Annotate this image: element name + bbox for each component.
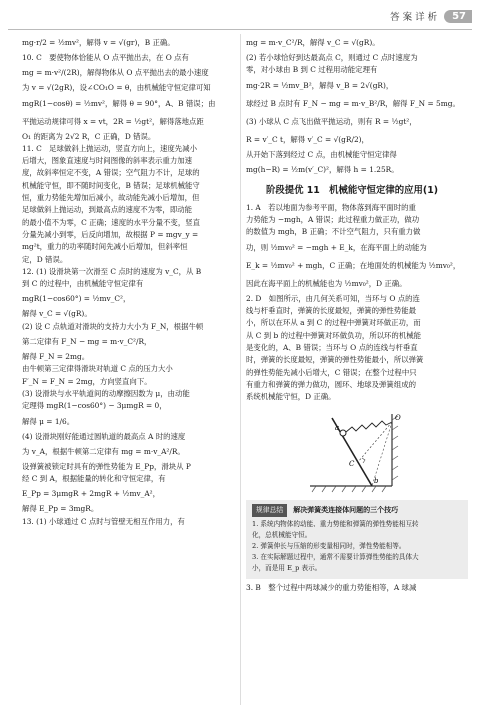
page-number: 57 (444, 10, 472, 23)
text-line: 的弹性势能先减小后增大，C 错误；在整个过程中只 (246, 367, 417, 377)
text-line: E_k = ½mv₀² + mgh，C 正确；在地面处的机械能为 ½mv₀²， (246, 260, 461, 270)
text-line: O₁ 的距离为 2√2 R，C 正确，D 错误。 (22, 131, 156, 141)
text-line: 11. C 足球做斜上抛运动，竖直方向上，速度先减小 (22, 143, 197, 153)
tips-badge: 规律总结 (252, 504, 287, 517)
text-line: 是变化的，A、B 错误；当环与 O 点的连线与杆垂直 (246, 342, 418, 352)
text-line: 解得 E_Pp = 3mgR。 (22, 504, 99, 514)
perpendicular-line (358, 422, 392, 462)
text-line: 解得 μ = 1/6。 (22, 416, 75, 426)
label-b: b (374, 477, 379, 486)
text-line: 定，D 错误。 (22, 254, 68, 264)
text-line: 定理得 mgR(1−cos60°) − 3μmgR = 0， (22, 401, 167, 411)
text-line: 分量先减小到零，后反向增加，故根据 P = mgv_y = (22, 229, 199, 239)
text-line: F′_N = F_N = 2mg，方向竖直向下。 (22, 376, 152, 386)
text-line: 小，所以在环从 a 到 C 的过程中弹簧对环做正功，而 (246, 318, 421, 328)
label-a: a (335, 424, 340, 433)
text-line: 12. (1) 设滑块第一次滑至 C 点时的速度为 v_C，从 B (22, 266, 202, 276)
text-line: 1. A 若以地面为参考平面，物体落到海平面时的重 (246, 202, 416, 212)
text-line: (2) 设 C 点轨道对滑块的支持力大小为 F_N，根据牛顿 (22, 321, 204, 331)
tips-line: 小，而是用 E_p 表示。 (252, 564, 322, 573)
text-line: mg(h−R) = ½m(v′_C)²，解得 h = 1.25R。 (246, 164, 399, 174)
ring (340, 430, 346, 436)
left-column (22, 34, 234, 707)
text-line: 的数值为 mgh，B 正确；不计空气阻力，只有重力做 (246, 227, 421, 237)
text-line: 10. C 要使物体恰能从 O 点平抛出去，在 O 点有 (22, 53, 189, 62)
tips-line: 3. 在实际解题过程中，通常不需要计算弹性势能的具体大 (252, 553, 419, 562)
text-line: 线与杆垂直时，弹簧的长度最短，弹簧的弹性势能最 (246, 306, 416, 316)
text-line: 解得 F_N = 2mg。 (22, 352, 90, 362)
text-line: 从 C 到 b 的过程中弹簧对环做负功，所以环的机械能 (246, 330, 421, 340)
tips-header (252, 504, 462, 517)
label-o: O (395, 414, 401, 423)
text-line: 平抛运动规律可得 x = vt，2R = ½gt²，解得落地点距 (22, 116, 204, 126)
text-line: 球经过 B 点时有 F_N − mg = m·v_B²/R，解得 F_N = 5mg。 (246, 98, 460, 108)
tips-title: 解决弹簧类连接体问题的三个技巧 (293, 506, 399, 515)
text-line: 2. D 如图所示，由几何关系可知，当环与 O 点的连 (246, 293, 420, 303)
tips-line: 化，总机械能守恒。 (252, 531, 312, 540)
text-line: 第二定律有 F_N − mg = m·v_C²/R， (22, 337, 152, 347)
header-divider (8, 29, 472, 30)
answer-3 (246, 582, 468, 594)
spring (346, 421, 392, 432)
text-line: 机械能守恒，即不随时间变化，B 错误；足球机械能守 (22, 180, 200, 190)
text-line: 因此在海平面上的机械能也为 ½mv₀²，D 正确。 (246, 278, 407, 288)
text-line: 有重力和弹簧的弹力做功，圆环、地球及弹簧组成的 (246, 379, 416, 389)
text-line: 到 C 的过程中，由机械能守恒定律有 (22, 279, 144, 289)
figure-ring-on-rod (246, 405, 468, 497)
text-line: mg·2R = ½mv_B²，解得 v_B = 2√(gR)， (246, 80, 394, 90)
tips-lines (252, 519, 462, 574)
text-line: 为 v = √(2gR)，设∠CO₁O = θ，由机械能守恒定律可知 (22, 83, 211, 93)
text-line: R = v′_C t，解得 v′_C = √(gR/2)， (246, 134, 369, 144)
text-line: mg = m·v_C²/R，解得 v_C = √(gR)。 (246, 38, 380, 47)
text-line: 3. B 整个过程中两球减少的重力势能相等，A 球减 (246, 583, 417, 593)
text-line: 力势能为 −mgh，A 错误；此过程重力做正功，做功 (246, 215, 420, 225)
text-line: 经 C 到 A，根据能量的转化和守恒定律，有 (22, 474, 166, 484)
text-line: mg = m·v²/(2R)，解得物体从 O 点平抛出去的最小速度 (22, 68, 209, 78)
ring-rod-diagram (302, 406, 412, 496)
answers-1-2 (246, 202, 468, 404)
text-line: (4) 设滑块刚好能通过圆轨道的最高点 A 时的速度 (22, 431, 186, 441)
label-c: C (349, 460, 355, 469)
text-line: 为 v_A，根据牛顿第二定律有 mg = m·v_A²/R。 (22, 446, 185, 456)
text-line: E_Pp = 3μmgR + 2mgR + ½mv_A²， (22, 489, 161, 499)
text-line: (3) 小球从 C 点飞出做平抛运动，则有 R = ½gt²， (246, 116, 417, 126)
text-line: mgR(1−cos60°) = ½mv_C²， (22, 294, 131, 304)
text-line: 的最小值不为零，C 正确；速度的水平分量不变，竖直 (22, 217, 200, 227)
text-line: 度，故斜率恒定不变，A 错误；空气阻力不计，足球的 (22, 168, 200, 178)
text-line: (2) 若小球恰好到达最高点 C，则通过 C 点时速度为 (246, 53, 418, 62)
text-line: mg·r/2 = ½mv²，解得 v = √(gr)，B 正确。 (22, 38, 175, 47)
text-line: 足球做斜上抛运动，到最高点的速度不为零，即动能 (22, 205, 192, 215)
section-title: 阶段提优 11 机械能守恒定律的应用(1) (266, 184, 439, 196)
text-line: 零，对小球由 B 到 C 过程用动能定理有 (246, 65, 378, 75)
text-line: mgR(1−cosθ) = ½mv²，解得 θ = 90°，A、B 错误；由 (22, 98, 216, 108)
text-line: 设弹簧被锁定时具有的弹性势能为 E_Pp，滑块从 P (22, 461, 191, 471)
page-header (390, 6, 472, 26)
header-title: 答案详析 (390, 12, 441, 23)
text-line: 系统机械能守恒，D 正确。 (246, 392, 336, 402)
answer-13-continued (246, 34, 468, 179)
text-line: mg²t，重力的功率随时间先减小后增加，但斜率恒 (22, 242, 188, 252)
text-line: (3) 设滑块与水平轨道间的动摩擦因数为 μ，由动能 (22, 388, 190, 398)
text-line: 恒，重力势能先增加后减小，故动能先减小后增加，但 (22, 193, 200, 203)
text-line: 从开始下落到经过 C 点，由机械能守恒定律得 (246, 149, 397, 159)
text-line: 由牛顿第三定律得滑块对轨道 C 点的压力大小 (22, 364, 173, 374)
text-line: 时，弹簧的长度最短，弹簧的弹性势能最小，所以弹簧 (246, 355, 424, 365)
column-divider (240, 34, 241, 705)
text-line: 后增大，图象直速度与时间图像的斜率表示重力加速 (22, 156, 192, 166)
text-line: 功，则 ½mv₀² = −mgh + E_k，在海平面上的动能为 (246, 242, 427, 252)
tips-box (246, 500, 468, 579)
tips-line: 2. 弹簧伸长与压缩的形变量相同时，弹性势能相等。 (252, 542, 406, 551)
right-column (246, 34, 468, 707)
text-line: 13. (1) 小球通过 C 点时与管壁无相互作用力，有 (22, 516, 185, 526)
tips-line: 1. 系统内物体的动能、重力势能和弹簧的弹性势能相互转 (252, 520, 419, 529)
text-line: 解得 v_C = √(gR)。 (22, 309, 92, 319)
